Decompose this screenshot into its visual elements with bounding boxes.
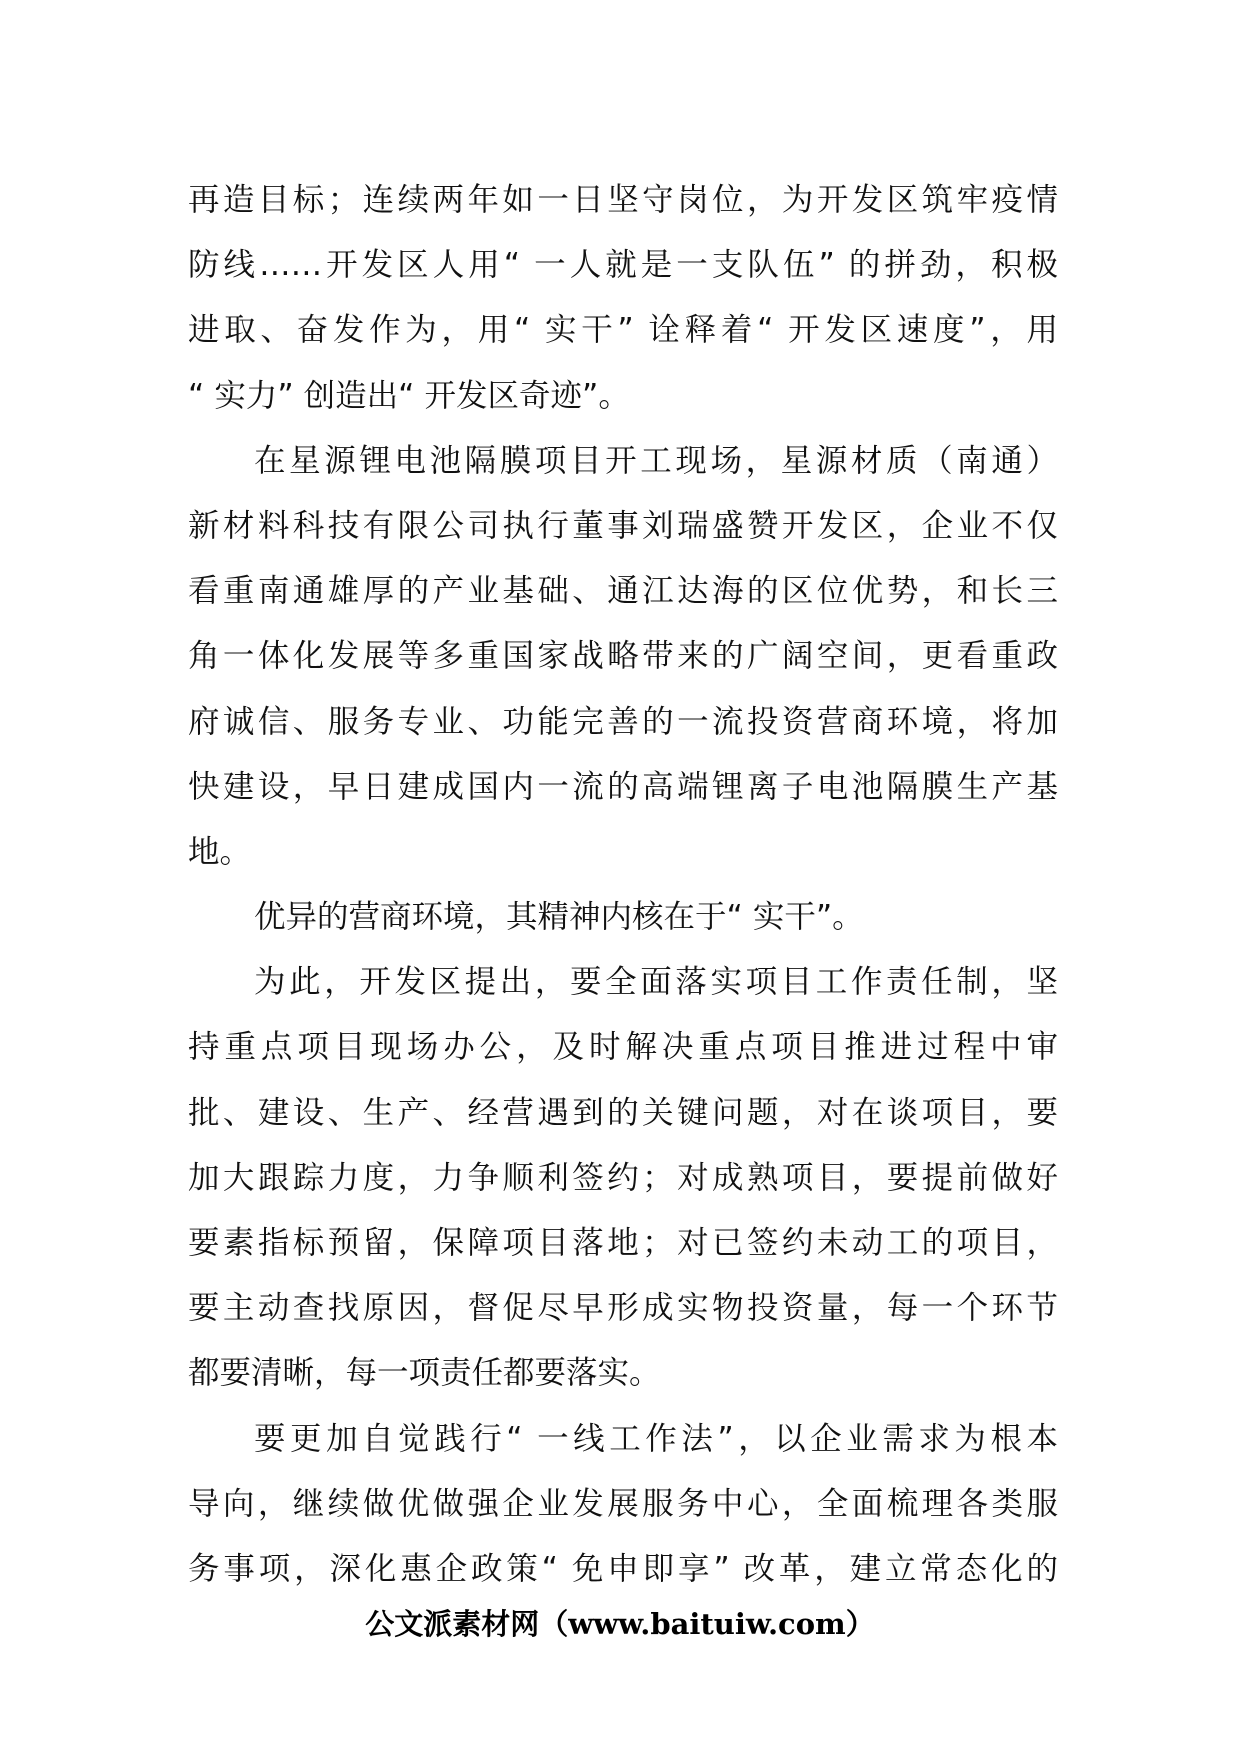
text-line: “ 实力” 创造出“ 开发区奇迹”。 — [188, 377, 630, 414]
body-text — [188, 168, 1058, 1602]
text-line: 持重点项目现场办公，及时解决重点项目推进过程中审 — [188, 1029, 1058, 1066]
text-line: 加大跟踪力度，力争顺利签约；对成熟项目，要提前做好 — [188, 1159, 1058, 1196]
footer-watermark: 公文派素材网（www.baituiw.com） — [365, 1607, 875, 1641]
text-line: 优异的营商环境，其精神内核在于“ 实干”。 — [254, 899, 864, 936]
text-line: 进取、奋发作为，用“ 实干” 诠释着“ 开发区速度”，用 — [188, 312, 1058, 349]
text-line: 批、建设、生产、经营遇到的关键问题，对在谈项目，要 — [188, 1094, 1058, 1131]
text-line: 再造目标；连续两年如一日坚守岗位，为开发区筑牢疫情 — [188, 182, 1058, 218]
text-line: 府诚信、服务专业、功能完善的一流投资营商环境，将加 — [188, 703, 1058, 740]
text-line: 地。 — [188, 833, 252, 870]
text-line: 角一体化发展等多重国家战略带来的广阔空间，更看重政 — [188, 638, 1058, 675]
text-line: 在星源锂电池隔膜项目开工现场，星源材质（南通） — [254, 442, 1058, 479]
text-line: 务事项，深化惠企政策“ 免申即享” 改革，建立常态化的 — [188, 1550, 1058, 1587]
text-line: 要更加自觉践行“ 一线工作法”，以企业需求为根本 — [254, 1420, 1058, 1457]
text-line: 为此，开发区提出，要全面落实项目工作责任制，坚 — [254, 964, 1058, 1001]
text-line: 看重南通雄厚的产业基础、通江达海的区位优势，和长三 — [188, 573, 1058, 610]
text-line: 都要清晰，每一项责任都要落实。 — [188, 1355, 661, 1392]
text-line: 快建设，早日建成国内一流的高端锂离子电池隔膜生产基 — [188, 768, 1058, 805]
text-line: 防线……开发区人用“ 一人就是一支队伍” 的拼劲，积极 — [188, 247, 1058, 284]
text-line: 要主动查找原因，督促尽早形成实物投资量，每一个环节 — [188, 1290, 1058, 1327]
text-line: 要素指标预留，保障项目落地；对已签约未动工的项目， — [188, 1225, 1058, 1261]
text-line: 导向，继续做优做强企业发展服务中心，全面梳理各类服 — [188, 1485, 1058, 1522]
text-line: 新材料科技有限公司执行董事刘瑞盛赞开发区，企业不仅 — [188, 507, 1058, 544]
